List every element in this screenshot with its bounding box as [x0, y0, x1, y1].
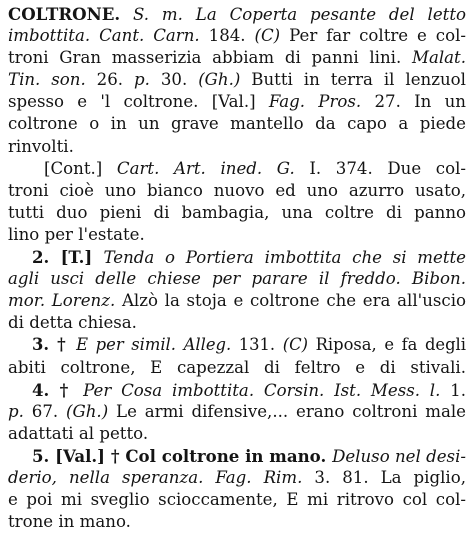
entry-line — [8, 489, 466, 511]
text-segment: 67. — [23, 401, 67, 421]
text-segment: 5. [Val.] † Col coltrone in mano. — [32, 445, 333, 466]
text-segment: 26. — [85, 70, 135, 90]
text-segment: troni cioè uno bianco nuovo ed uno azurro usato, — [8, 180, 466, 200]
text-segment: Malat. — [411, 48, 466, 68]
text-segment: 184. — [199, 26, 255, 46]
entry-line — [8, 401, 466, 423]
text-segment: I. 374. Due col- — [294, 158, 466, 178]
entry-line — [8, 357, 466, 379]
text-segment: (Gh.) — [66, 401, 109, 421]
entry-line — [8, 136, 466, 158]
entry-line — [8, 467, 466, 489]
text-segment: 30. — [149, 70, 199, 90]
text-segment: coltrone o in un grave mantello da capo a piede — [8, 114, 466, 134]
text-segment: Per Cosa imbottita. Corsin. Ist. Mess. l. — [83, 380, 441, 400]
entry-line — [8, 202, 466, 224]
text-segment: [Cont.] — [44, 158, 117, 178]
text-segment: 1. — [440, 380, 466, 400]
text-segment: adattati al petto. — [8, 423, 149, 443]
text-segment: lino per l'estate. — [8, 224, 145, 244]
text-segment: (Gh.) — [198, 70, 241, 90]
text-segment: 3. 81. La piglio, — [302, 467, 466, 487]
text-segment: mor. Lorenz. — [8, 291, 116, 311]
entry-line — [8, 268, 466, 290]
text-segment: p. — [8, 401, 24, 421]
text-segment: 3. † — [32, 335, 77, 355]
entry-line — [8, 25, 466, 47]
text-segment: (C) — [282, 335, 308, 355]
text-segment: (C) — [254, 26, 281, 46]
text-segment: 131. — [231, 335, 283, 355]
entry-line — [8, 224, 466, 246]
text-segment: Fag. Pros. — [268, 92, 362, 112]
text-segment: 27. In un — [361, 92, 466, 112]
entry-line — [8, 180, 466, 202]
entry-line — [8, 91, 466, 113]
text-segment: derio, nella speranza. Fag. Rim. — [8, 467, 303, 487]
text-segment: Deluso nel desi- — [332, 446, 466, 466]
entry-line — [8, 379, 466, 401]
text-segment: E per simil. Alleg. — [76, 335, 232, 355]
text-segment: Le armi difensive,... erano coltroni male — [108, 401, 466, 421]
text-segment: Butti in terra il lenzuol — [240, 70, 466, 90]
entry-line — [8, 47, 466, 69]
text-segment: p. — [134, 70, 150, 90]
text-segment: rinvolti. — [8, 136, 74, 156]
text-segment: troni Gran masserizia abbiam di panni lini. — [8, 48, 412, 68]
text-segment: 4. † — [32, 379, 84, 400]
text-segment: imbottita. Cant. Carn. — [8, 26, 200, 46]
text-segment: Per far coltre e col- — [280, 26, 466, 46]
entry-line — [8, 246, 466, 268]
entry-line — [8, 312, 466, 334]
text-segment: di detta chiesa. — [8, 313, 137, 333]
entry-line — [8, 158, 466, 180]
text-segment: COLTRONE. — [8, 4, 121, 24]
entry-line — [8, 423, 466, 445]
text-segment: abiti coltrone, E capezzal di feltro e di stivali. — [8, 357, 466, 377]
entry-line — [8, 511, 466, 533]
text-segment: e poi mi sveglio scioccamente, E mi ritrovo col col- — [8, 490, 466, 510]
text-segment: 2. [T.] — [32, 247, 104, 268]
text-segment: tutti duo pieni di bambagia, una coltre di panno — [8, 202, 466, 222]
text-segment: Tenda o Portiera imbottita che si mette — [103, 248, 466, 268]
entry-line — [8, 113, 466, 135]
text-segment: agli usci delle chiese per parare il freddo. Bibon. — [8, 269, 466, 289]
text-segment: trone in mano. — [8, 512, 131, 532]
entry-line — [8, 334, 466, 356]
entry-line — [8, 290, 466, 312]
entry-line — [8, 69, 466, 91]
text-segment: S. m. La Coperta pesante del letto — [120, 5, 466, 24]
text-segment: Tin. son. — [8, 70, 86, 90]
text-segment: Alzò la stoja e coltrone che era all'uscio — [115, 291, 466, 311]
entry-line — [8, 3, 466, 25]
text-segment: Cart. Art. ined. G. — [116, 158, 295, 178]
entry-line — [8, 445, 466, 467]
text-segment: spesso e 'l coltrone. [Val.] — [8, 92, 269, 112]
text-segment: Riposa, e fa degli — [307, 335, 466, 355]
